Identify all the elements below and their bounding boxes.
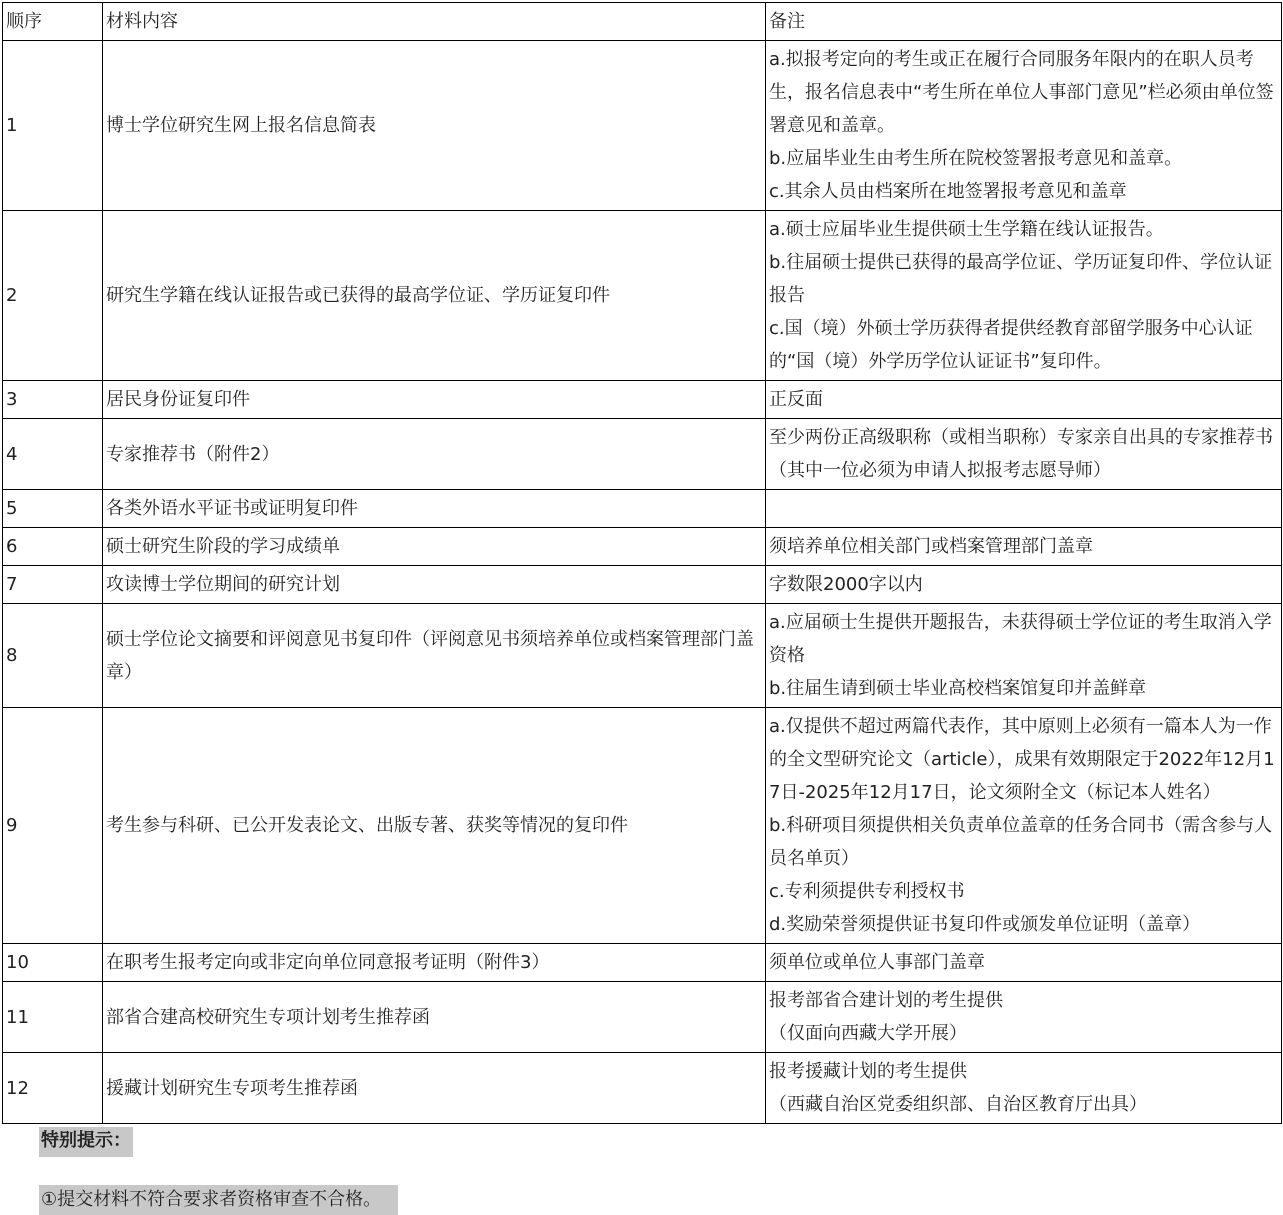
row-material: 考生参与科研、已公开发表论文、出版专著、获奖等情况的复印件 <box>103 708 766 944</box>
remark-line: b.往届生请到硕士毕业高校档案馆复印并盖鲜章 <box>769 678 1147 699</box>
remark-line: 正反面 <box>769 389 823 410</box>
row-order: 2 <box>3 211 103 381</box>
header-remarks: 备注 <box>766 3 1282 41</box>
notice-line: ①提交材料不符合要求者资格审查不合格。 <box>39 1185 398 1215</box>
table-row <box>3 982 1282 1053</box>
row-remarks <box>766 528 1282 566</box>
row-remarks <box>766 381 1282 419</box>
remark-line: a.仅提供不超过两篇代表作，其中原则上必须有一篇本人为一作的全文型研究论文（article），成果有效期限定于2022年12月17日-2025年12月17日，论文须附全文（标记本人姓名） <box>769 716 1275 803</box>
remark-line: a.拟报考定向的考生或正在履行合同服务年限内的在职人员考生，报名信息表中“考生所在单位人事部门意见”栏必须由单位签署意见和盖章。 <box>769 49 1274 136</box>
remark-line: （西藏自治区党委组织部、自治区教育厅出具） <box>769 1094 1147 1115</box>
row-remarks <box>766 1053 1282 1124</box>
row-remarks <box>766 419 1282 490</box>
row-remarks <box>766 944 1282 982</box>
remark-line: b.应届毕业生由考生所在院校签署报考意见和盖章。 <box>769 148 1183 169</box>
header-material: 材料内容 <box>103 3 766 41</box>
table-row <box>3 566 1282 604</box>
remark-line: 须培养单位相关部门或档案管理部门盖章 <box>769 536 1093 557</box>
row-order: 6 <box>3 528 103 566</box>
row-material: 博士学位研究生网上报名信息简表 <box>103 41 766 211</box>
remark-line: d.奖励荣誉须提供证书复印件或颁发单位证明（盖章） <box>769 914 1201 935</box>
remark-line: 须单位或单位人事部门盖章 <box>769 952 985 973</box>
row-material: 专家推荐书（附件2） <box>103 419 766 490</box>
row-material: 在职考生报考定向或非定向单位同意报考证明（附件3） <box>103 944 766 982</box>
table-row <box>3 41 1282 211</box>
row-material: 部省合建高校研究生专项计划考生推荐函 <box>103 982 766 1053</box>
table-row <box>3 528 1282 566</box>
row-order: 12 <box>3 1053 103 1124</box>
row-order: 8 <box>3 604 103 708</box>
remark-line: a.硕士应届毕业生提供硕士生学籍在线认证报告。 <box>769 219 1164 240</box>
remark-line: a.应届硕士生提供开题报告，未获得硕士学位证的考生取消入学资格 <box>769 612 1272 666</box>
remark-line: 字数限2000字以内 <box>769 574 923 595</box>
row-remarks <box>766 41 1282 211</box>
table-row <box>3 419 1282 490</box>
row-remarks <box>766 604 1282 708</box>
remark-line: c.专利须提供专利授权书 <box>769 881 965 902</box>
row-remarks <box>766 982 1282 1053</box>
row-remarks <box>766 566 1282 604</box>
table-row <box>3 381 1282 419</box>
row-order: 1 <box>3 41 103 211</box>
remark-line: c.其余人员由档案所在地签署报考意见和盖章 <box>769 181 1127 202</box>
table-row <box>3 944 1282 982</box>
row-order: 3 <box>3 381 103 419</box>
table-row <box>3 604 1282 708</box>
row-material: 硕士研究生阶段的学习成绩单 <box>103 528 766 566</box>
row-order: 4 <box>3 419 103 490</box>
row-remarks <box>766 490 1282 528</box>
materials-table <box>2 2 1282 1124</box>
row-order: 9 <box>3 708 103 944</box>
remark-line: （仅面向西藏大学开展） <box>769 1023 967 1044</box>
row-material: 各类外语水平证书或证明复印件 <box>103 490 766 528</box>
row-material: 研究生学籍在线认证报告或已获得的最高学位证、学历证复印件 <box>103 211 766 381</box>
remark-line: 报考援藏计划的考生提供 <box>769 1061 967 1082</box>
table-header-row <box>3 3 1282 41</box>
row-material: 援藏计划研究生专项考生推荐函 <box>103 1053 766 1124</box>
table-row <box>3 211 1282 381</box>
table-row <box>3 708 1282 944</box>
remark-line: 至少两份正高级职称（或相当职称）专家亲自出具的专家推荐书（其中一位必须为申请人拟报考志愿导师） <box>769 427 1273 481</box>
row-material: 硕士学位论文摘要和评阅意见书复印件（评阅意见书须培养单位或档案管理部门盖章） <box>103 604 766 708</box>
row-material: 居民身份证复印件 <box>103 381 766 419</box>
row-order: 5 <box>3 490 103 528</box>
notice-title: 特别提示： <box>39 1127 133 1157</box>
table-row <box>3 1053 1282 1124</box>
row-remarks <box>766 708 1282 944</box>
row-remarks <box>766 211 1282 381</box>
remark-line: 报考部省合建计划的考生提供 <box>769 990 1003 1011</box>
remark-line: b.科研项目须提供相关负责单位盖章的任务合同书（需含参与人员名单页） <box>769 815 1273 869</box>
row-order: 11 <box>3 982 103 1053</box>
remark-line: c.国（境）外硕士学历获得者提供经教育部留学服务中心认证的“国（境）外学历学位认证证书”复印件。 <box>769 318 1253 372</box>
row-order: 10 <box>3 944 103 982</box>
header-order: 顺序 <box>3 3 103 41</box>
row-material: 攻读博士学位期间的研究计划 <box>103 566 766 604</box>
table-row <box>3 490 1282 528</box>
remark-line: b.往届硕士提供已获得的最高学位证、学历证复印件、学位认证报告 <box>769 252 1273 306</box>
row-order: 7 <box>3 566 103 604</box>
